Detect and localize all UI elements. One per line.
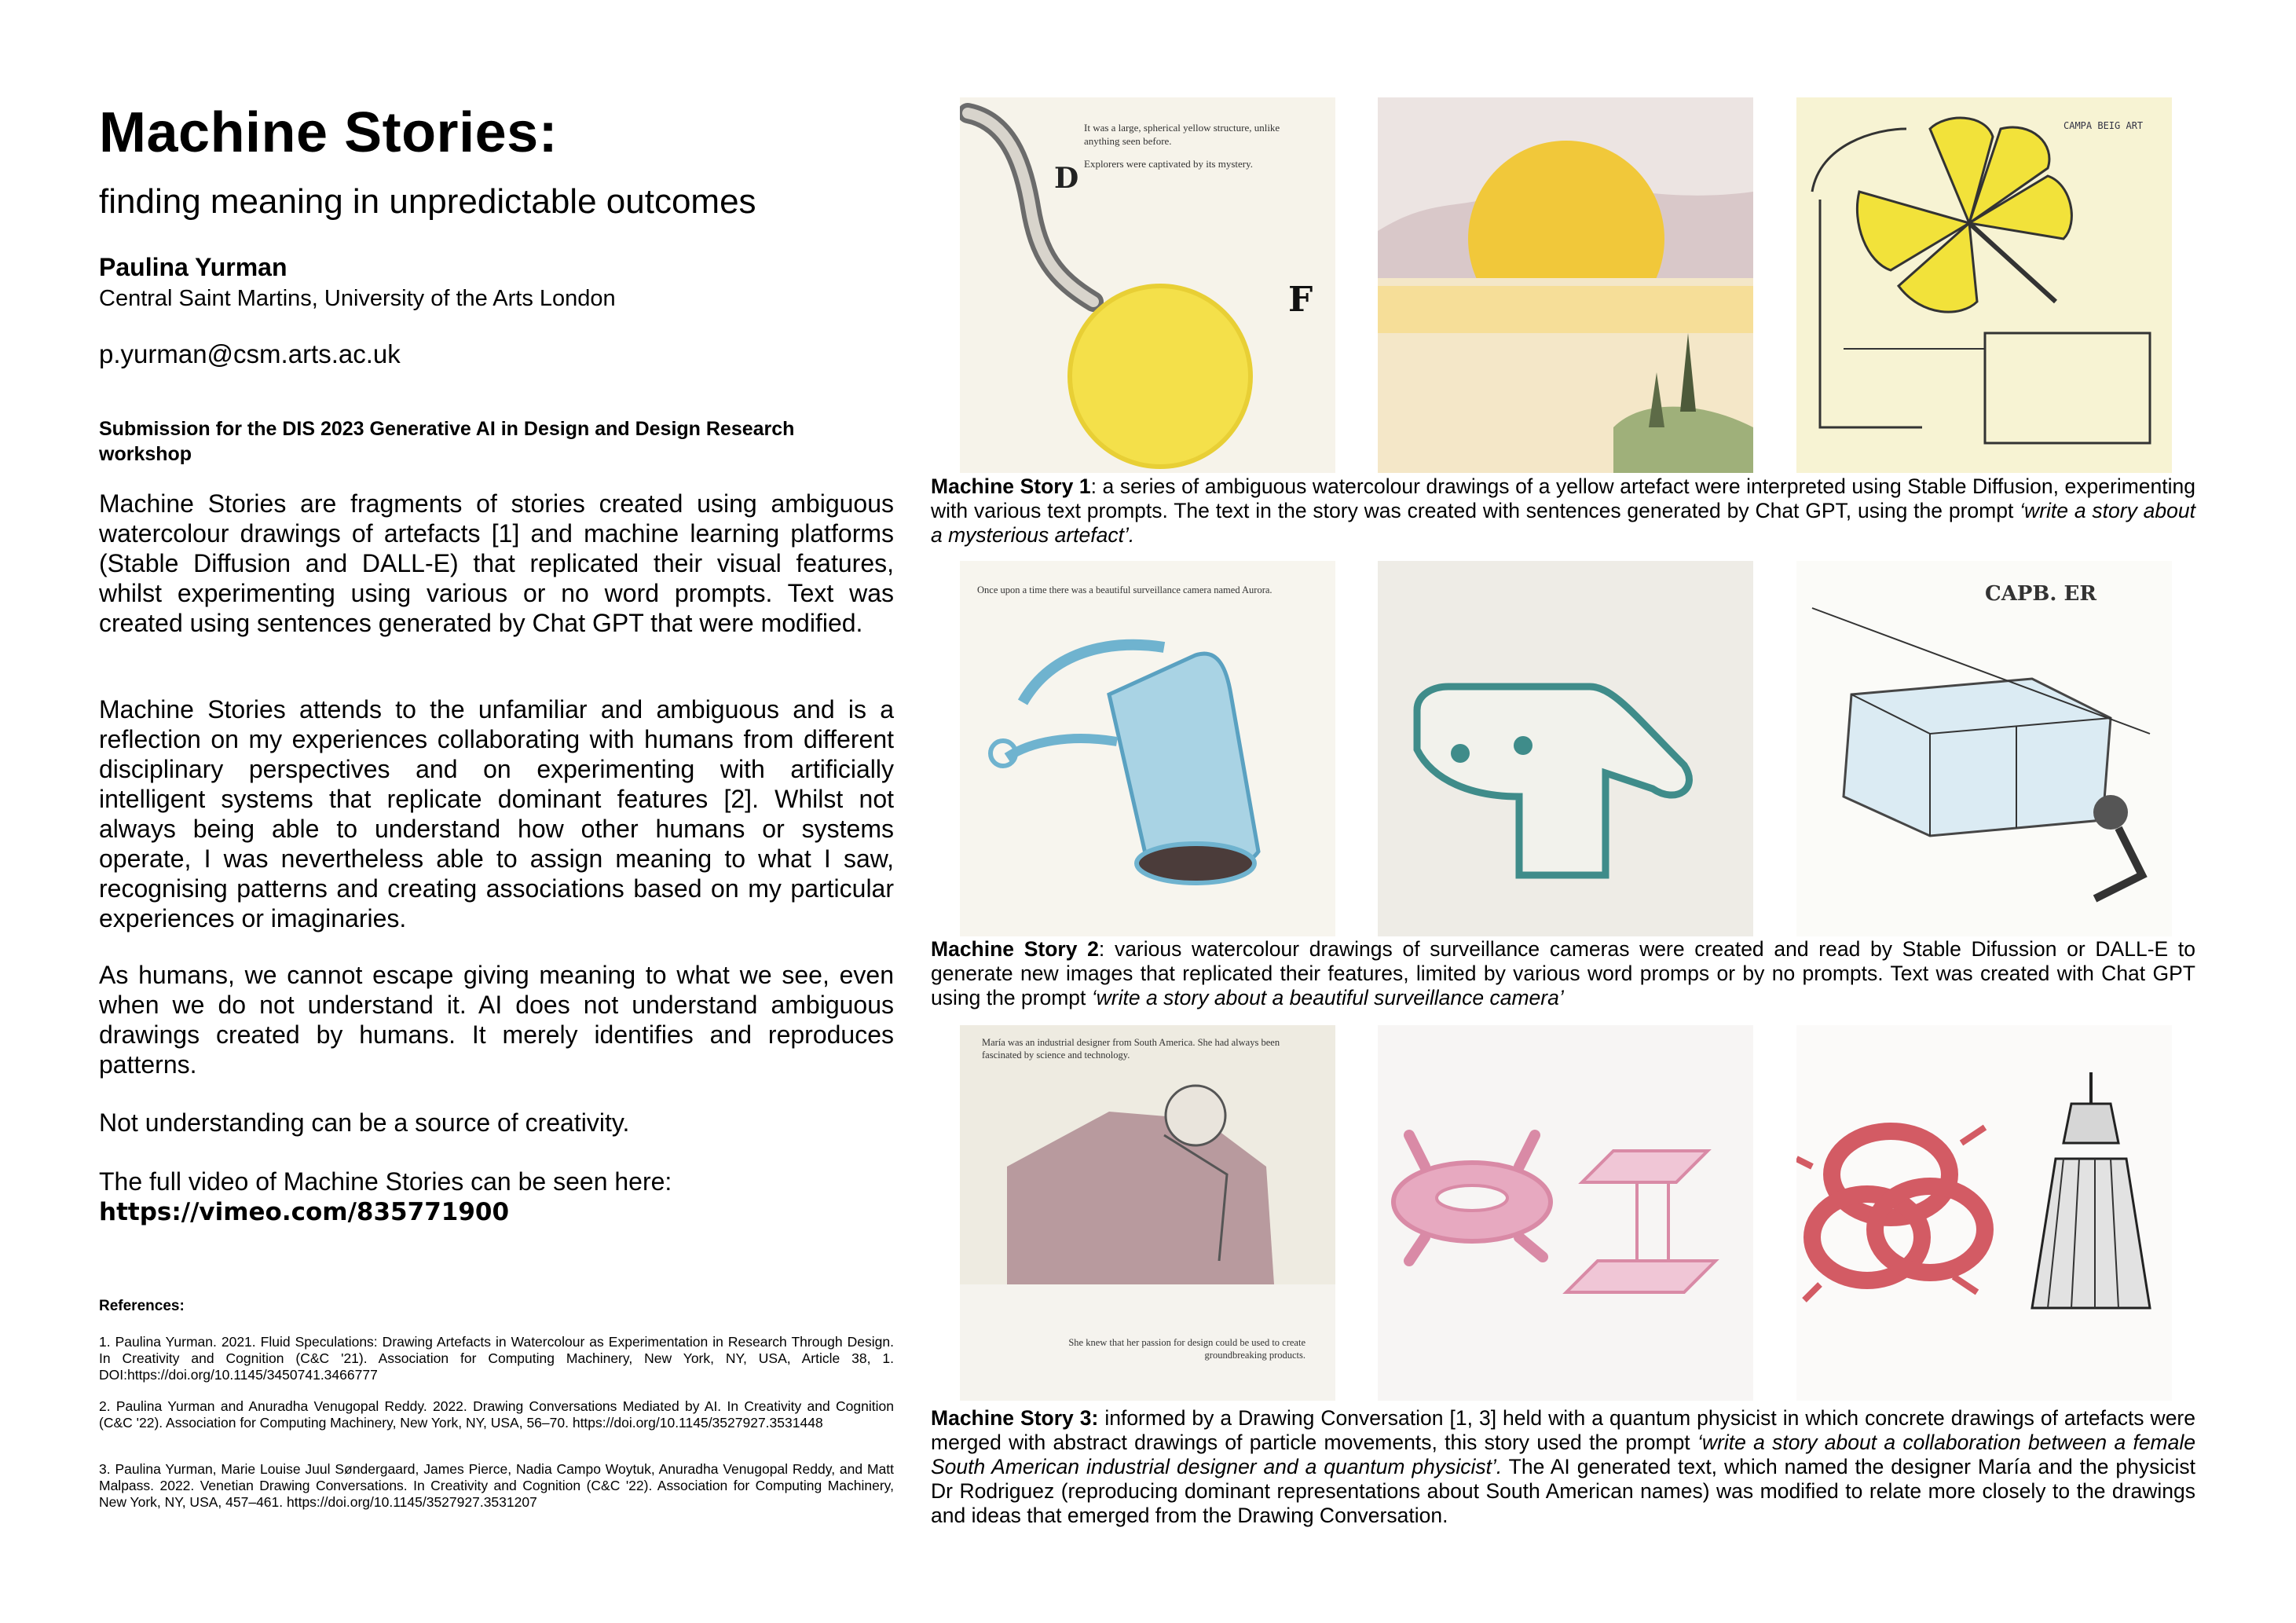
story1-caption (931, 474, 2195, 548)
body-paragraph-5: The full video of Machine Stories can be seen here: (99, 1167, 672, 1196)
story3-caption (931, 1406, 2195, 1528)
reference-item: 1. Paulina Yurman. 2021. Fluid Speculations: Drawing Artefacts in Watercolour as Experimentation in Research Through Design. In Creativity and Cognition (C&C '21). Association for Computing Machinery, New York, NY, USA, Article 38, 1. DOI:https://doi.org/10.1145/3450741.3466777 (99, 1334, 894, 1383)
submission-note: Submission for the DIS 2023 Generative AI in Design and Design Research workshop (99, 418, 795, 465)
svg-text:CAMPA BEIG ART: CAMPA BEIG ART (2063, 120, 2144, 131)
story3-image-3 (1796, 1025, 2172, 1401)
story2-label: Machine Story 2 (931, 937, 1099, 961)
body-paragraph-1: Machine Stories are fragments of stories created using ambiguous watercolour drawings of artefacts [1] and machine learning platforms (Stable Diffusion and DALL-E) that replicated their visual features, whilst experimenting using various or no word prompts. Text was created using sentences generated by Chat GPT that were modified. (99, 489, 894, 637)
author-name: Paulina Yurman (99, 253, 287, 281)
story1-text: : a series of ambiguous watercolour drawings of a yellow artefact were interpreted using Stable Diffusion, experimenting with various text prompts. The text in the story was created with sentences generated by Chat GPT, using the prompt (931, 474, 2195, 522)
subtitle: finding meaning in unpredictable outcomes (99, 182, 756, 221)
story2-text: : various watercolour drawings of surveillance cameras were created and read by Stable Difussion or DALL-E to generate new images that replicated their features, limited by various word promps or by no prompts. Text was created with Chat GPT using the prompt (931, 937, 2195, 1009)
affiliation: Central Saint Martins, University of the Arts London (99, 286, 616, 311)
story3-image-text-top: María was an industrial designer from South America. She had always been fascinated by science and technology. (982, 1037, 1280, 1061)
video-link[interactable]: https://vimeo.com/835771900 (99, 1198, 510, 1226)
references-title: References: (99, 1298, 185, 1314)
story2-image-text: Once upon a time there was a beautiful surveillance camera named Aurora. (977, 584, 1273, 595)
story1-image-text-1: It was a large, spherical yellow structure, unlike anything seen before. (1084, 122, 1280, 147)
story3-image-2 (1378, 1025, 1753, 1401)
story3-prompt: ‘write a story about a collaboration between a female South American industrial designer and a quantum physicist’. (931, 1431, 2195, 1478)
story2-image-1 (960, 561, 1335, 936)
story3-text-b: The AI generated text, which named the designer María and the physicist Dr Rodriguez (reproducing dominant representations about South American names) was modified to relate more closely to the drawings and ideas that emerged from the Drawing Conversation. (931, 1455, 2195, 1527)
story2-caption (931, 937, 2195, 1010)
svg-text:F: F (1288, 280, 1313, 320)
svg-text:D: D (1054, 162, 1079, 195)
story2-prompt: ‘write a story about a beautiful surveillance camera’ (1091, 986, 1564, 1009)
story3-image-text-bottom: She knew that her passion for design could be used to create groundbreaking products. (1068, 1337, 1305, 1361)
story2-image-2 (1378, 561, 1753, 936)
reference-item: 2. Paulina Yurman and Anuradha Venugopal Reddy. 2022. Drawing Conversations Mediated by AI. In Creativity and Cognition (C&C '22). Association for Computing Machinery, New York, NY, USA, 56–70. https://doi.org/10.1145/3527927.3531448 (99, 1398, 894, 1431)
story1-image-text-2: Explorers were captivated by its mystery. (1084, 158, 1254, 170)
body-paragraph-3: As humans, we cannot escape giving meaning to what we see, even when we do not understand it. AI does not understand ambiguous drawings created by humans. It merely identifies and reproduces patterns. (99, 961, 894, 1079)
story1-image-2 (1378, 97, 1753, 473)
email: p.yurman@csm.arts.ac.uk (99, 339, 401, 368)
story1-prompt: ‘write a story about a mysterious artefact’. (931, 499, 2195, 547)
story3-text-a: informed by a Drawing Conversation [1, 3] held with a quantum physicist in which concrete drawings of artefacts were merged with abstract drawings of particle movements, this story used the prompt (931, 1406, 2195, 1454)
story2-image-3 (1796, 561, 2172, 936)
body-paragraph-2: Machine Stories attends to the unfamiliar and ambiguous and is a reflection on my experiences collaborating with humans from different disciplinary perspectives and on experimenting with artificially intelligent systems that replicate dominant features [2]. Whilst not always being able to understand how other humans or systems operate, I was nevertheless able to assign meaning to what I saw, recognising patterns and creating associations based on my particular experiences or imaginaries. (99, 695, 894, 932)
reference-item: 3. Paulina Yurman, Marie Louise Juul Søndergaard, James Pierce, Nadia Campo Woytuk, Anuradha Venugopal Reddy, and Matt Malpass. 2022. Venetian Drawing Conversations. In Creativity and Cognition (C&C '22). Association for Computing Machinery, New York, NY, USA, 457–461. https://doi.org/10.1145/3527927.3531207 (99, 1461, 894, 1510)
story3-label: Machine Story 3: (931, 1406, 1099, 1430)
svg-text:CAPB. ER: CAPB. ER (1985, 582, 2096, 606)
body-paragraph-4: Not understanding can be a source of creativity. (99, 1108, 630, 1137)
story1-label: Machine Story 1 (931, 474, 1091, 498)
page-title: Machine Stories: (99, 101, 558, 164)
story1-image-1 (960, 97, 1335, 473)
story3-image-1 (960, 1025, 1335, 1401)
story1-image-3 (1796, 97, 2172, 473)
